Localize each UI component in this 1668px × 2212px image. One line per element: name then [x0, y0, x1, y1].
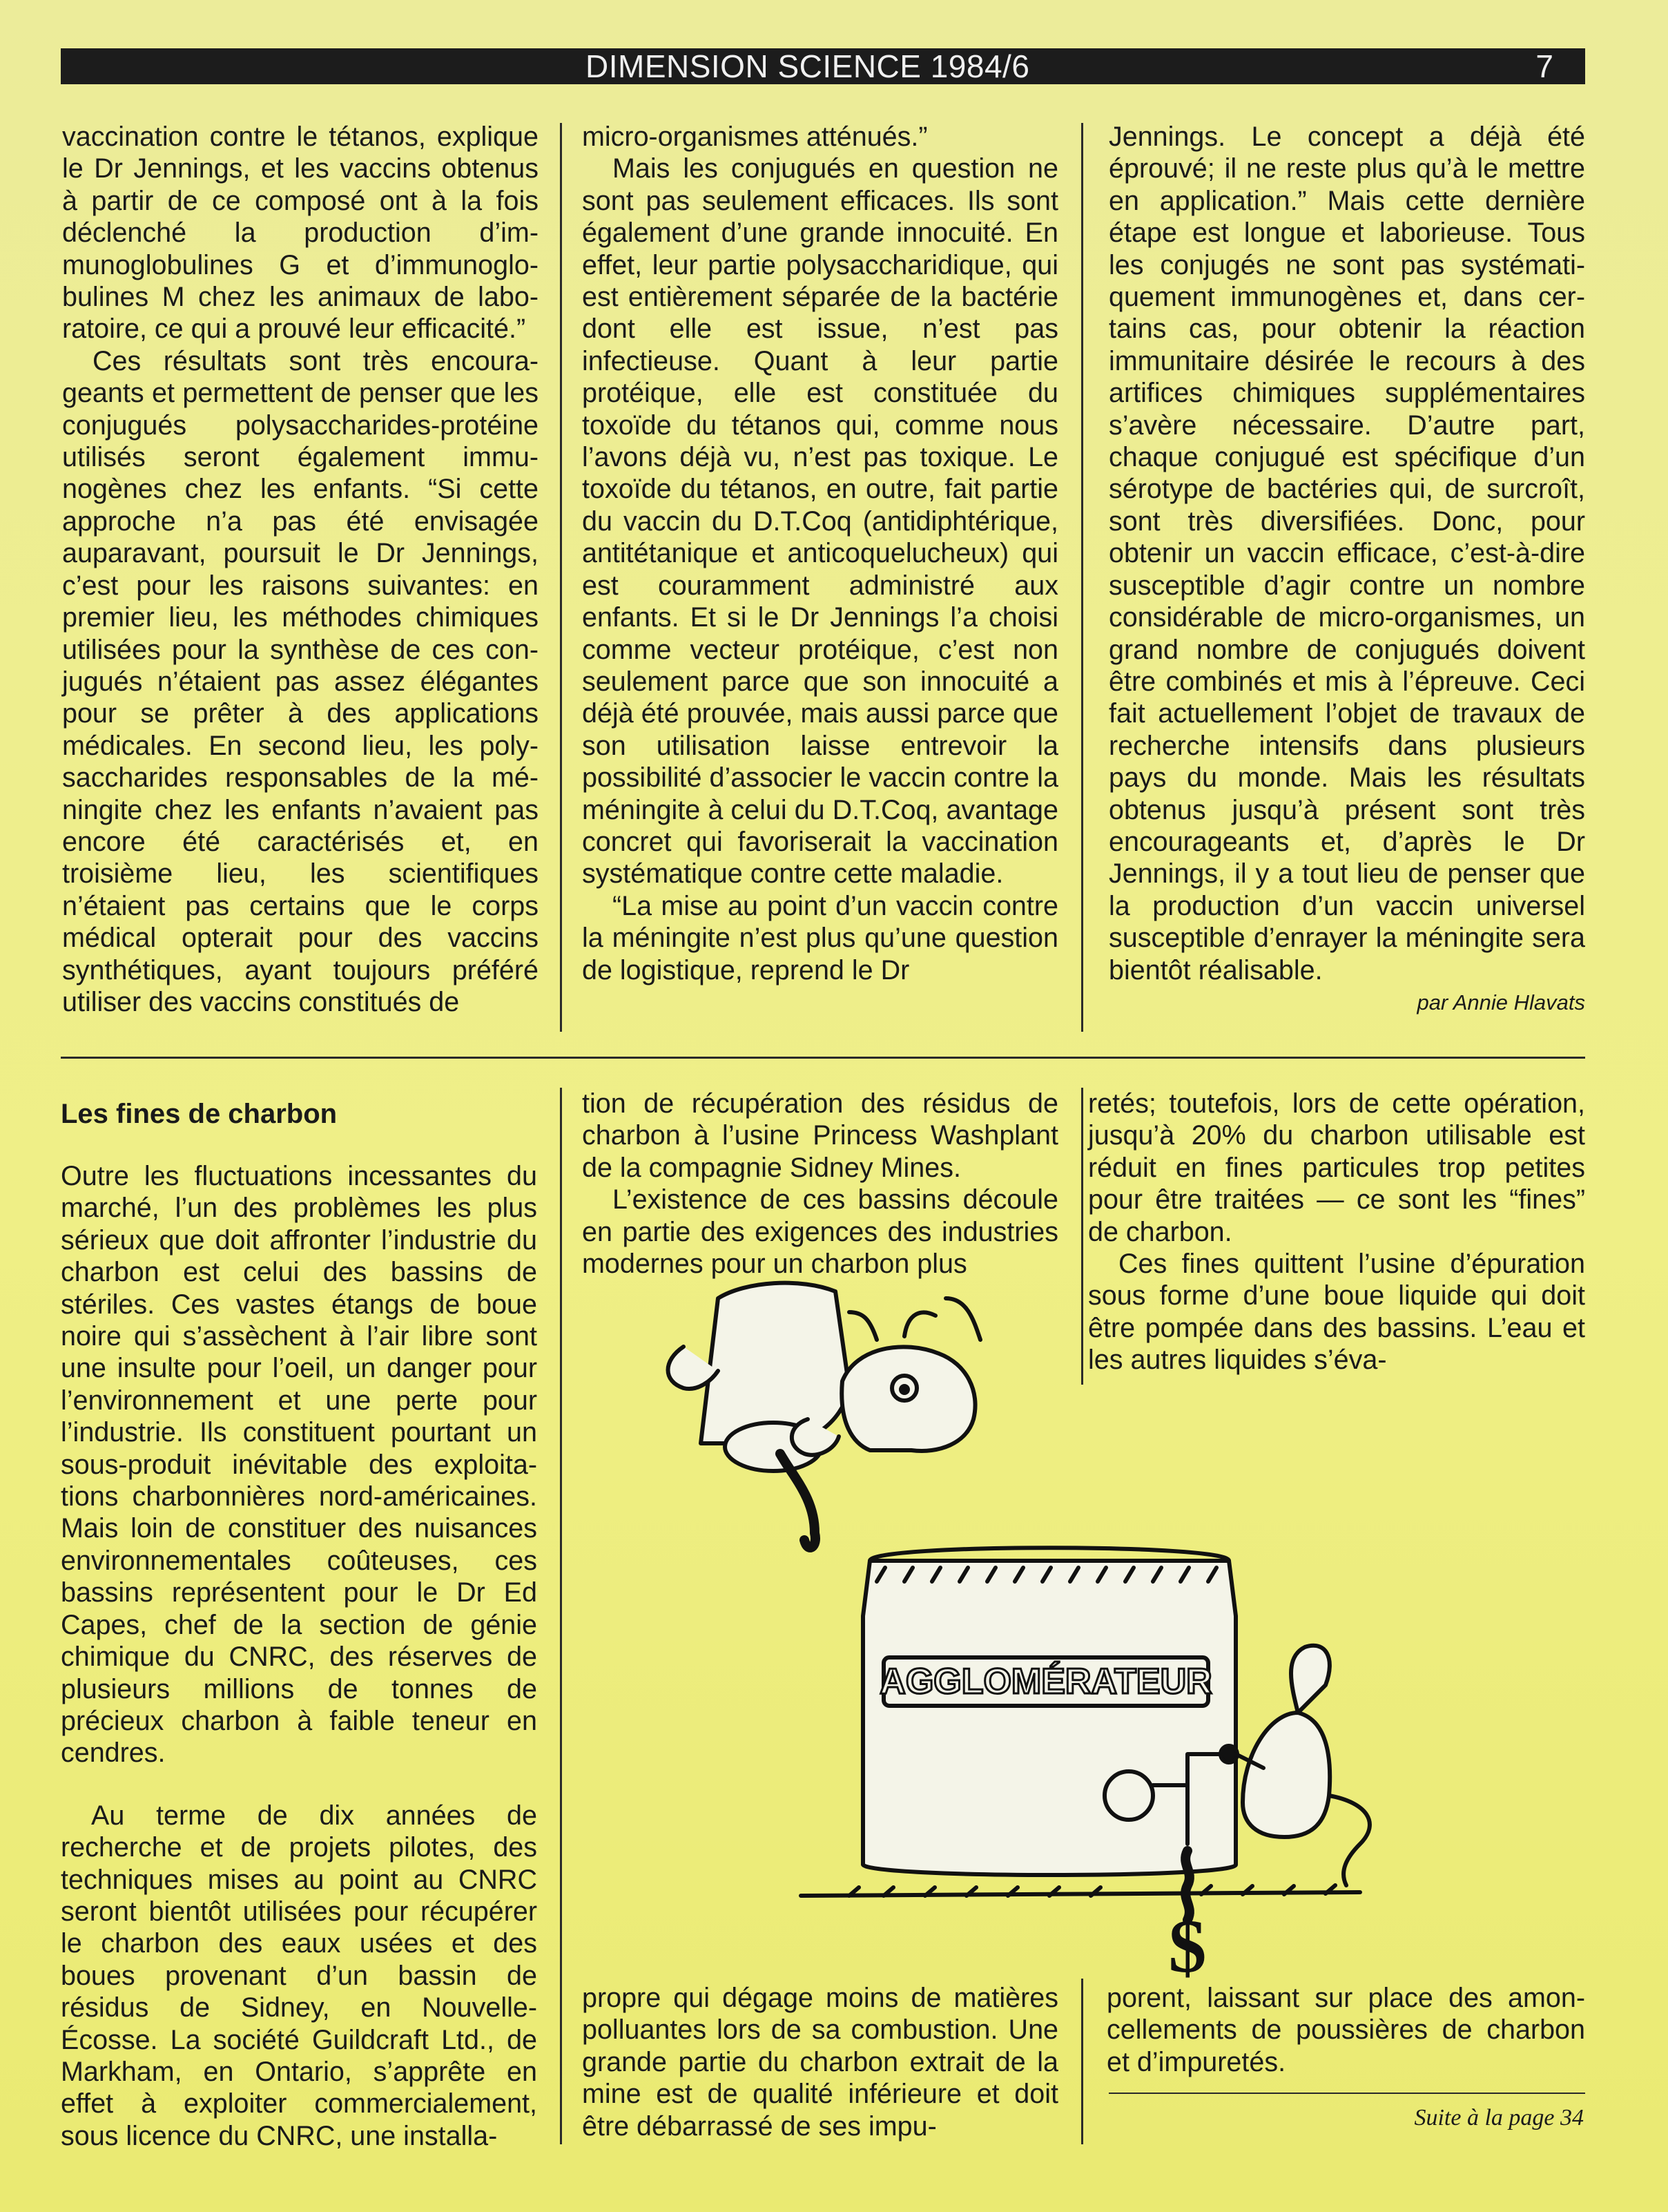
- running-header: [61, 48, 1585, 84]
- continued-rule: [1109, 2093, 1585, 2094]
- agglomerator-cartoon: [580, 1271, 1429, 1982]
- paragraph: vaccination contre le tétanos, explique le Dr Jennings, et les vaccins obtenus à partir de ce composé ont à la fois déclenché la production d’immunoglobulines G et d’immunoglobulines M chez les animaux de laboratoire, ce qui a prouvé leur efficacité.”: [62, 122, 539, 345]
- rat: [1243, 1713, 1330, 1837]
- paragraph: Ces résultats sont très encourageants et permettent de penser que les conjugués polysaccharides-protéine utilisés seront également immunogènes chez les enfants. “Si cette approche n’a pas été envisagée auparavant, poursuit le Dr Jennings, c’est pour les raisons suivantes: en premier lieu, les méthodes chimiques utilisées pour la synthèse de ces conjugués n’étaient pas assez élégantes pour se prêter à des applications médicales. En second lieu, les polysaccharides responsables de la méningite chez les enfants n’avaient pas encore été caractérisés et, en troisième lieu, les scientifiques n’étaient pas certains que le corps médical opterait pour des vaccins synthétiques, ayant toujours préféré utiliser des vaccins constitués de: [62, 345, 539, 1017]
- continued-on-page: Suite à la page 34: [1414, 2105, 1584, 2131]
- paragraph: Outre les fluctuations incessantes du marché, l’un des problèmes les plus sérieux que doit affronter l’industrie du charbon est celui des bassins de stériles. Ces vastes étangs de boue noire qui s’assèchent à l’air libre sont une insulte pour l’oeil, un danger pour l’environnement et une perte pour l’industrie. Ils constituent pourtant un sous-produit inévitable des exploitations charbonnières nord-américaines. Mais loin de constituer des nuisances environnementales coûteuses, ces bassins représentent pour le Dr Ed Capes, chef de la section de génie chimique du CNRC, des réserves de plusieurs millions de tonnes de précieux charbon à faible teneur en cendres.: [61, 1161, 537, 1769]
- column-divider: [1081, 1979, 1083, 2144]
- barrel-label-text: AGGLOMÉRATEUR: [880, 1662, 1212, 1702]
- article2-column-2-top: [582, 1088, 1058, 1280]
- paragraph: micro-organismes atténués.”: [582, 122, 928, 152]
- article1-column-2: [582, 121, 1058, 986]
- page-number: 7: [1535, 48, 1553, 84]
- outlet-pipe: [1105, 1771, 1153, 1820]
- paragraph: Mais les conjugués en question ne sont pas seulement efficaces. Ils sont également d’une grande innocuité. En effet, leur partie polysaccharidique, qui est entièrement séparée de la bactérie dont elle est issue, n’est pas infectieuse. Quant à leur partie protéique, elle est constituée du toxoïde du tétanos qui, comme nous l’avons déjà vu, n’est pas toxique. Le toxoïde du tétanos, en outre, fait partie du vaccin du D.T.Coq (antidiphtérique, antitétanique et anticoquelucheux) qui est couramment administré aux enfants. Et si le Dr Jennings l’a choisi comme vecteur protéique, c’est non seulement parce que son innocuité a déjà été prouvée, mais aussi parce que son utilisation laisse entrevoir la possibilité d’associer le vaccin contre la méningite à celui du D.T.Coq, avantage concret qui favoriserait la vaccination systématique contre cette maladie.: [582, 153, 1058, 889]
- dollar-sign: $: [1168, 1904, 1207, 1982]
- paragraph: Au terme de dix années de recherche et de projets pilotes, des techniques mises au point au CNRC seront bientôt utilisées pour récupérer le charbon des eaux usées et des boues provenant d’un bassin de résidus de Sidney, en Nouvelle-Écosse. La société Guildcraft Ltd., de Markham, en Ontario, s’apprête en effet à exploiter commercialement, sous licence du CNRC, une installa-: [61, 1800, 537, 2151]
- hand-right: [792, 1419, 839, 1455]
- article2-column-3-bottom: [1107, 1982, 1585, 2078]
- article2-column-2-bottom: [582, 1982, 1058, 2142]
- paragraph: tion de récupération des résidus de charbon à l’usine Princess Washplant de la compagnie Sidney Mines.: [582, 1088, 1058, 1183]
- column-divider: [560, 1088, 562, 2144]
- paragraph: Jennings. Le concept a déjà été éprouvé; il ne reste plus qu’à le mettre en application.” Mais cette dernière étape est longue et laborieuse. Tous les conjugés ne sont pas systématiquement immunogènes et, dans certains cas, pour obtenir la réaction immunitaire désirée le recours à des artifices chimiques supplémentaires s’avère nécessaire. D’autre part, chaque conjugué est spécifique d’un sérotype de bactéries qui, de surcroît, sont très diversifiées. Donc, pour obtenir un vaccin efficace, c’est-à-dire susceptible d’agir contre un nombre considérable de micro-organismes, un grand nombre de conjugués doivent être combinés et mis à l’épreuve. Ceci fait actuellement l’objet de travaux de recherche intensifs dans plusieurs pays du monde. Mais les résultats obtenus jusqu’à présent sont très encourageants et, d’après le Dr Jennings, il y a tout lieu de penser que la production d’un vaccin universel susceptible d’enrayer la méningite sera bientôt réalisable.: [1109, 122, 1585, 985]
- article-heading: Les fines de charbon: [61, 1099, 338, 1129]
- byline: par Annie Hlavats: [1417, 990, 1585, 1014]
- paragraph: L’existence de ces bassins découle en partie des exigences des industries modernes pour un charbon plus: [582, 1184, 1058, 1280]
- column-divider: [560, 123, 562, 1032]
- article1-column-1: [62, 121, 539, 1018]
- paragraph: retés; toutefois, lors de cette opération, jusqu’à 20% du charbon utilisable est réduit en fines particules trop petites pour être traitées — ce sont les “fines” de charbon.: [1088, 1088, 1585, 1247]
- section-divider: [61, 1057, 1585, 1059]
- agglomerator-barrel: [863, 1561, 1236, 1875]
- magazine-title: DIMENSION SCIENCE 1984/6: [585, 48, 1030, 84]
- article1-column-3: [1109, 121, 1585, 1017]
- paragraph: Ces fines quittent l’usine d’épuration sous forme d’une boue liquide qui doit être pompée dans des bassins. L’eau et les autres liquides s’éva-: [1088, 1249, 1585, 1376]
- column-divider: [1081, 123, 1083, 1032]
- bucket: [701, 1283, 849, 1445]
- article2-column-1: [61, 1097, 537, 2152]
- paragraph: propre qui dégage moins de matières polluantes lors de sa combustion. Une grande partie du charbon extrait de la mine est de qualité inférieure et doit être débarrassé de ses impu-: [582, 1983, 1058, 2142]
- paragraph: “La mise au point d’un vaccin contre la méningite n’est plus qu’une question de logistique, reprend le Dr: [582, 890, 1058, 985]
- paragraph: porent, laissant sur place des amoncellements de poussières de charbon et d’impuretés.: [1107, 1983, 1585, 2077]
